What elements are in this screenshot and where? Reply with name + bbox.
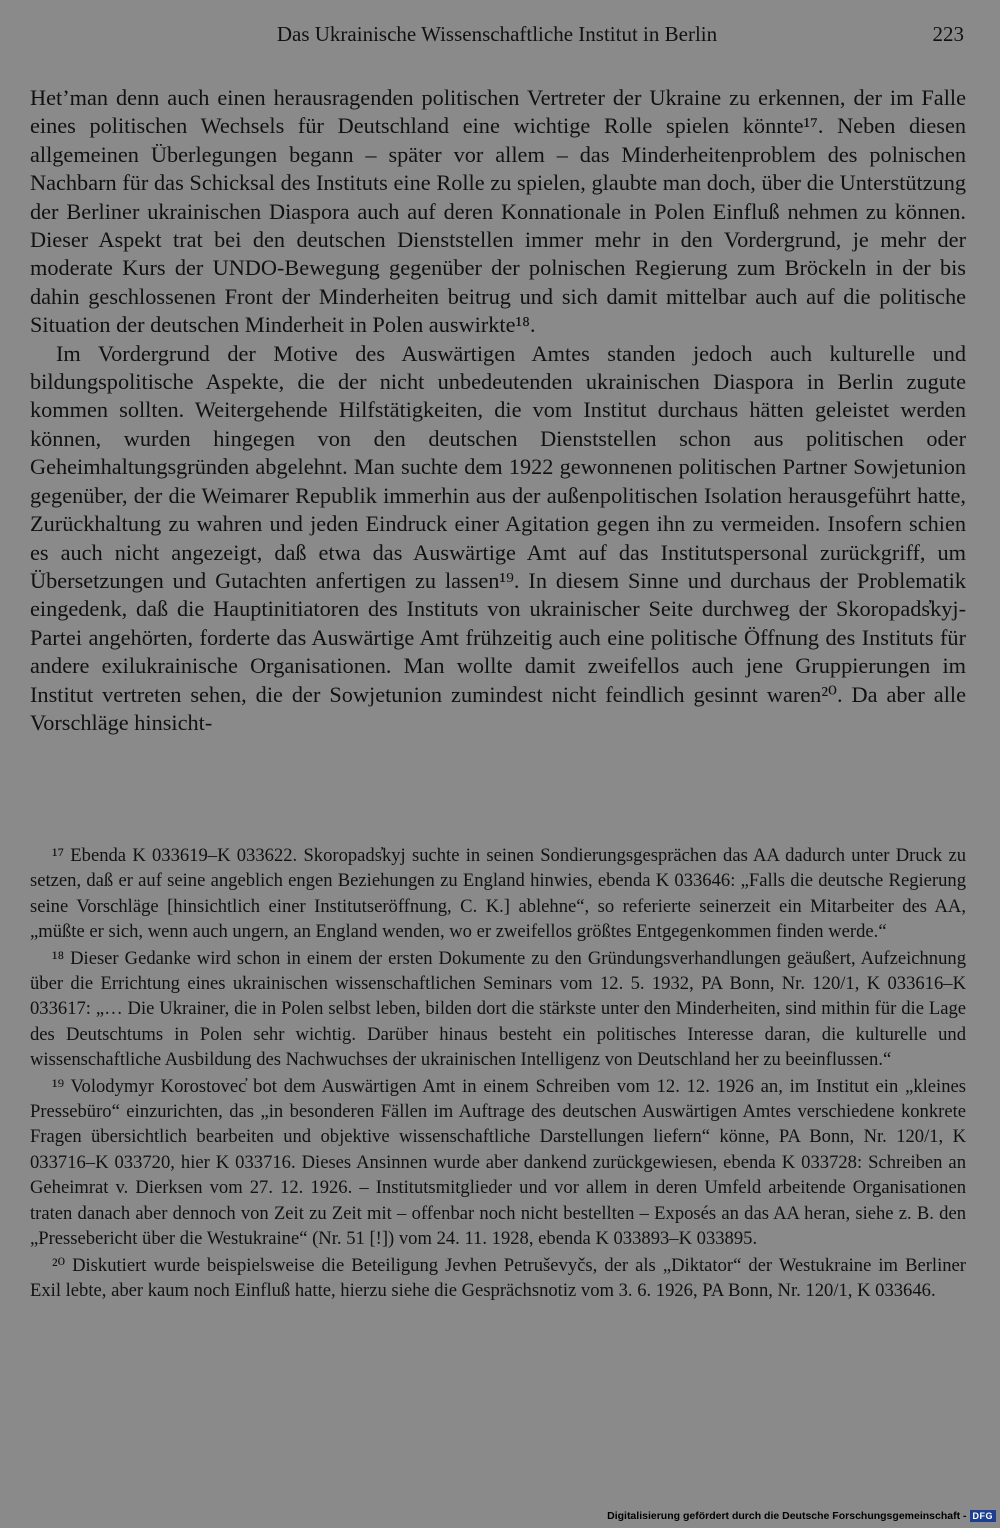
credit-text: Digitalisierung gefördert durch die Deutsche Forschungsgemeinschaft - — [607, 1510, 967, 1522]
paragraph: Het’man denn auch einen herausragenden politischen Vertreter der Ukraine zu erkennen, der im Falle eines politischen Wechsels für Deutschland eine wichtige Rolle spielen könnte¹⁷. Neben diesen allgemeinen Überlegungen begann – später vor allem – das Minderheitenproblem des polnischen Nachbarn für das Schicksal des Instituts eine Rolle zu spielen, glaubte man doch, über die Unterstützung der Berliner ukrainischen Diaspora auch auf deren Konnationale in Polen Einfluß nehmen zu können. Dieser Aspekt trat bei den deutschen Dienststellen immer mehr in den Vordergrund, je mehr der moderate Kurs der UNDO-Bewegung gegenüber der polnischen Regierung zum Bröckeln in der bis dahin geschlossenen Front der Minderheiten beitrug und sich damit mittelbar auch auf die politische Situation der deutschen Minderheit in Polen auswirkte¹⁸. — [30, 85, 966, 338]
main-text — [30, 84, 966, 737]
running-title: Das Ukrainische Wissenschaftliche Institut in Berlin — [276, 22, 718, 46]
page-number: 223 — [932, 22, 964, 46]
dfg-logo-icon: DFG — [970, 1510, 997, 1522]
footnote-18: ¹⁸ Dieser Gedanke wird schon in einem der ersten Dokumente zu den Gründungsverhandlungen geäußert, Aufzeichnung über die Errichtung eines ukrainischen wissenschaftlichen Seminars vom 12. 5. 1932, PA Bonn, Nr. 120/1, K 033616–K 033617: „… Die Ukrainer, die in Polen selbst leben, bilden dort die stärkste unter den Minderheiten, sind mithin für die Lage des Deutschtums in Polen sehr wichtig. Darüber hinaus besteht ein politisches Interesse daran, die kulturelle und wissenschaftliche Ausbildung des Nachwuchses der ukrainischen Intelligenz von Deutschland her zu beeinflussen.“ — [30, 947, 966, 1071]
footnote-19: ¹⁹ Volodymyr Korostovec̓ bot dem Auswärtigen Amt in einem Schreiben vom 12. 12. 1926 an, im Institut ein „kleines Pressebüro“ einzurichten, das „in besonderen Fällen im Auftrage des deutschen Auswärtigen Amtes verschiedene konkrete Fragen übersichtlich bearbeiten und objektive wissenschaftliche Darstellungen liefern“ könne, PA Bonn, Nr. 120/1, K 033716–K 033720, hier K 033716. Dieses Ansinnen wurde aber dankend zurückgewiesen, ebenda K 033728: Schreiben an Geheimrat v. Dierksen vom 27. 12. 1926. – Institutsmitglieder und vor allem in deren Umfeld arbeitende Organisationen traten danach aber dennoch von Zeit zu Zeit mit – offenbar noch nicht bestellten – Exposés an das AA heran, siehe z. B. den „Pressebericht über die Westukraine“ (Nr. 51 [!]) vom 24. 11. 1928, ebenda K 033893–K 033895. — [30, 1075, 966, 1250]
footnotes — [30, 843, 966, 1303]
page-header — [30, 22, 964, 52]
footnote-17: ¹⁷ Ebenda K 033619–K 033622. Skoropads̓kyj suchte in seinen Sondierungsgesprächen das AA dadurch unter Druck zu setzen, daß er auf seine angeblich engen Beziehungen zu England hinwies, ebenda K 033646: „Falls die deutsche Regierung seine Vorschläge [hinsichtlich einer Institutseröffnung, C. K.] ablehne“, so referierte seinerzeit ein Mitarbeiter des AA, „müßte er sich, wenn auch ungern, an England wenden, wo er zweifellos größtes Entgegenkommen finden werde.“ — [30, 845, 966, 943]
paragraph: Im Vordergrund der Motive des Auswärtigen Amtes standen jedoch auch kulturelle und bildungspolitische Aspekte, die der nicht unbedeutenden ukrainischen Diaspora in Berlin zugute kommen sollten. Weitergehende Hilfstätigkeiten, die vom Institut durchaus hätten geleistet werden können, wurden hingegen von den deutschen Dienststellen schon aus politischen oder Geheimhaltungsgründen abgelehnt. Man suchte dem 1922 gewonnenen politischen Partner Sowjetunion gegenüber, der die Weimarer Republik immerhin aus der außenpolitischen Isolation herausgeführt hatte, Zurückhaltung zu wahren und jeden Eindruck einer Agitation gegen ihn zu vermeiden. Insofern schien es auch nicht angezeigt, daß etwa das Auswärtige Amt auf das Institutspersonal zurückgriff, um Übersetzungen und Gutachten anfertigen zu lassen¹⁹. In diesem Sinne und durchaus der Problematik eingedenk, daß die Hauptinitiatoren des Instituts von ukrainischer Seite durchweg der Skoropads̓kyj-Partei angehörten, forderte das Auswärtige Amt frühzeitig auch eine politische Öffnung des Instituts für andere exilukrainische Organisationen. Man wollte damit zweifellos auch jene Gruppierungen im Institut vertreten sehen, die der Sowjetunion zumindest nicht feindlich gesinnt waren²⁰. Da aber alle Vorschläge hinsicht- — [30, 340, 966, 735]
footnote-20: ²⁰ Diskutiert wurde beispielsweise die Beteiligung Jevhen Petruševyčs, der als „Diktator“ der Westukraine im Berliner Exil lebte, aber kaum noch Einfluß hatte, hierzu siehe die Gesprächsnotiz vom 3. 6. 1926, PA Bonn, Nr. 120/1, K 033646. — [30, 1254, 966, 1301]
digitization-credit — [607, 1510, 996, 1522]
